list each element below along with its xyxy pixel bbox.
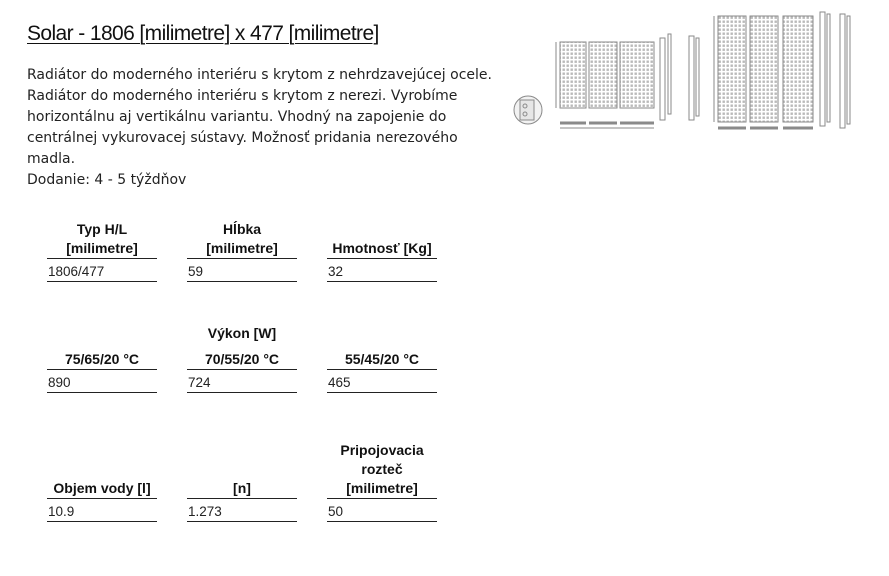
description-line-2: Radiátor do moderného interiéru s krytom z nerezi. Vyrobíme horizontálnu aj vertikálnu variantu. Vhodný na zapojenie do centrálnej vykurovacej sústavy. Možnosť pridania nerezového madla.	[27, 88, 458, 167]
product-title: Solar - 1806 [milimetre] x 477 [milimetre]	[27, 22, 379, 45]
spec-output-70	[187, 330, 297, 393]
spec-output-70-label: 70/55/20 °C	[204, 351, 280, 367]
spec-depth	[187, 200, 297, 282]
product-description	[27, 65, 497, 191]
spec-output-70-value: 724	[188, 375, 211, 390]
spec-output-55	[327, 330, 437, 393]
connector-detail-icon	[514, 96, 542, 124]
spec-depth-label: Hĺbka [milimetre]	[206, 221, 278, 256]
delivery-time: Dodanie: 4 - 5 týždňov	[27, 172, 187, 188]
spec-connection-spacing-value: 50	[328, 504, 344, 519]
description-line-1: Radiátor do moderného interiéru s krytom z nehrdzavejúcej ocele.	[27, 67, 492, 83]
spec-output-75-value: 890	[48, 375, 71, 390]
spec-output-75	[47, 330, 157, 393]
spec-weight-value: 32	[328, 264, 344, 279]
spec-type-value: 1806/477	[48, 264, 105, 279]
spec-exponent-label: [n]	[233, 480, 251, 496]
spec-connection-spacing	[327, 440, 437, 522]
spec-water-volume	[47, 440, 157, 522]
spec-water-volume-label: Objem vody [l]	[53, 480, 151, 496]
spec-type-label: Typ H/L [milimetre]	[66, 221, 138, 256]
spec-output-75-label: 75/65/20 °C	[64, 351, 140, 367]
spec-water-volume-value: 10.9	[48, 504, 75, 519]
spec-output-55-label: 55/45/20 °C	[344, 351, 420, 367]
spec-output-55-value: 465	[328, 375, 351, 390]
spec-exponent	[187, 440, 297, 522]
spec-weight	[327, 200, 437, 282]
spec-exponent-value: 1.273	[188, 504, 222, 519]
spec-weight-label: Hmotnosť [Kg]	[332, 240, 432, 256]
spec-type	[47, 200, 157, 282]
output-heading: Výkon [W]	[207, 325, 277, 341]
spec-depth-value: 59	[188, 264, 204, 279]
spec-connection-spacing-label: Pripojovacia rozteč [milimetre]	[340, 442, 424, 496]
technical-drawing-image	[510, 8, 865, 138]
